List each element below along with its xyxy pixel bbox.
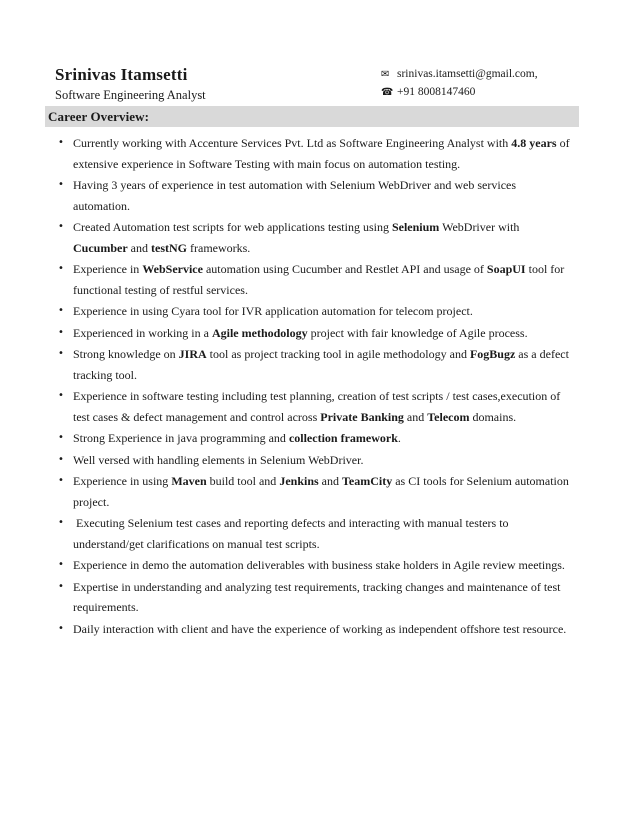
bullet-item <box>58 450 574 471</box>
bullet-dot-icon: • <box>58 137 64 148</box>
bullet-text: Experience in using Maven build tool and Jenkins and TeamCity as CI tools for Selenium automation project. <box>73 474 572 509</box>
bullet-dot-icon: • <box>58 179 64 190</box>
bullet-dot-icon: • <box>58 263 64 274</box>
bullet-item <box>58 428 574 449</box>
bullet-dot-icon: • <box>58 432 64 443</box>
bullet-item <box>58 133 574 174</box>
bullet-text: Currently working with Accenture Services Pvt. Ltd as Software Engineering Analyst with 4.8 years of extensive experience in Software Testing with main focus on automation testing. <box>73 136 573 171</box>
bullet-text: Having 3 years of experience in test automation with Selenium WebDriver and web services automation. <box>73 178 520 213</box>
section-header-career-overview <box>45 106 579 127</box>
envelope-icon: ✉ <box>381 69 390 80</box>
bullet-item <box>58 386 574 427</box>
bullet-dot-icon: • <box>58 390 64 401</box>
bullet-dot-icon: • <box>58 559 64 570</box>
person-name: Srinivas Itamsetti <box>55 65 188 84</box>
bullet-item <box>58 344 574 385</box>
bullet-dot-icon: • <box>58 475 64 486</box>
bullet-item <box>58 259 574 300</box>
bullet-dot-icon: • <box>58 326 64 338</box>
bullet-item <box>58 619 574 640</box>
bullet-dot-icon: • <box>58 517 64 528</box>
bullet-text: Experience in software testing including test planning, creation of test scripts / test cases,execution of test cases & defect management and control across Private Banking and Telecom domains. <box>73 389 567 424</box>
phone-text: +91 8008147460 <box>397 86 476 98</box>
bullet-text: Executing Selenium test cases and reporting defects and interacting with manual testers to understand/get clarifications on manual test scripts. <box>73 516 512 551</box>
bullet-text: Created Automation test scripts for web applications testing using Selenium WebDriver with Cucumber and testNG frameworks. <box>73 220 523 255</box>
bullet-item <box>58 555 574 576</box>
bullet-text: Experience in demo the automation deliverables with business stake holders in Agile review meetings. <box>73 558 565 572</box>
bullet-text: Experienced in working in a Agile methodology project with fair knowledge of Agile process. <box>73 325 528 340</box>
bullet-text: Expertise in understanding and analyzing test requirements, tracking changes and maintenance of test requirements. <box>73 579 564 614</box>
bullet-item <box>58 301 574 322</box>
bullet-text: Experience in WebService automation using Cucumber and Restlet API and usage of SoapUI tool for functional testing of restful services. <box>73 262 568 297</box>
contact-email-line <box>381 67 538 82</box>
bullet-item <box>58 217 574 258</box>
bullet-dot-icon: • <box>58 453 64 465</box>
bullet-item <box>58 323 574 344</box>
phone-icon: ☎ <box>381 87 394 98</box>
career-overview-list <box>58 133 574 640</box>
bullet-item <box>58 175 574 216</box>
email-text: srinivas.itamsetti@gmail.com, <box>397 68 538 80</box>
bullet-text: Daily interaction with client and have the experience of working as independent offshore test resource. <box>73 621 567 636</box>
bullet-dot-icon: • <box>58 305 64 316</box>
contact-phone-line <box>381 85 538 100</box>
bullet-item <box>58 471 574 512</box>
contact-block <box>381 67 538 103</box>
bullet-dot-icon: • <box>58 221 64 232</box>
bullet-item <box>58 577 574 618</box>
header <box>55 64 206 104</box>
bullet-text: Strong Experience in java programming and collection framework. <box>73 431 401 445</box>
bullet-text: Well versed with handling elements in Selenium WebDriver. <box>73 452 364 467</box>
bullet-text: Strong knowledge on JIRA tool as project tracking tool in agile methodology and FogBugz as a defect tracking tool. <box>73 347 572 382</box>
bullet-dot-icon: • <box>58 622 64 634</box>
bullet-text: Experience in using Cyara tool for IVR application automation for telecom project. <box>73 304 473 318</box>
bullet-dot-icon: • <box>58 348 64 359</box>
bullet-dot-icon: • <box>58 580 64 592</box>
person-job-title: Software Engineering Analyst <box>55 88 206 102</box>
section-title: Career Overview: <box>48 109 150 124</box>
bullet-item <box>58 513 574 554</box>
